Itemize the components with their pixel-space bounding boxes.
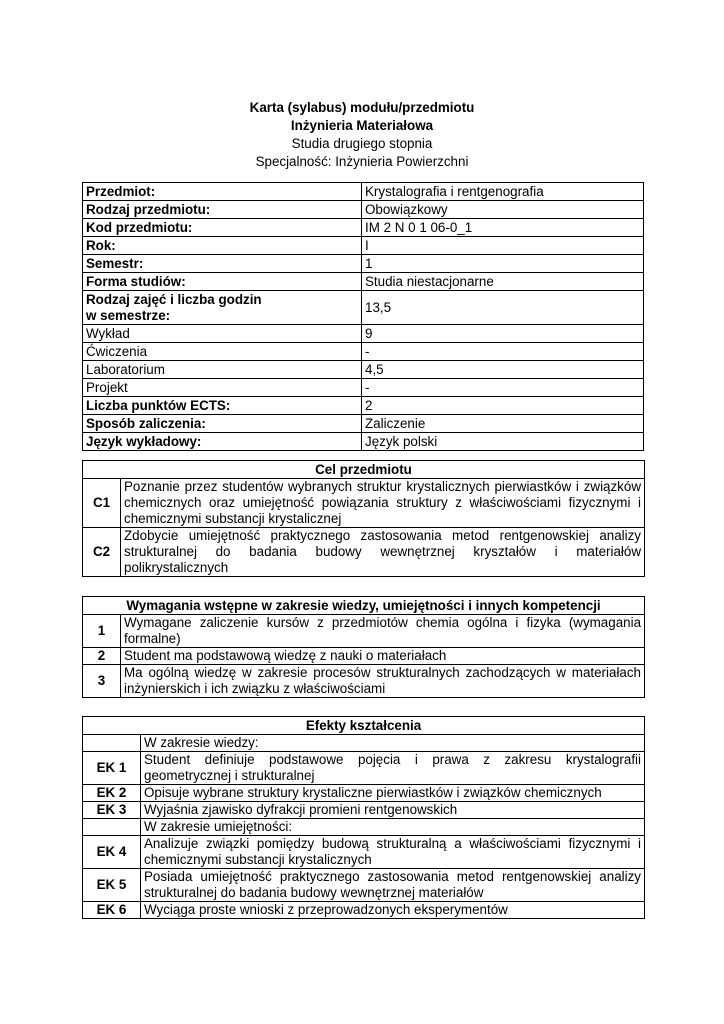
info-label: Liczba punktów ECTS: — [83, 397, 362, 415]
table-row — [83, 869, 645, 902]
outcome-text: Analizuje związki pomiędzy budową strukturalną a właściwościami fizycznymi i chemicznymi substancji krystalicznych — [141, 836, 645, 869]
info-label: Kod przedmiotu: — [83, 219, 362, 237]
specialization: Specjalność: Inżynieria Powierzchni — [255, 154, 469, 169]
outcome-text: Wyjaśnia zjawisko dyfrakcji promieni rentgenowskich — [141, 802, 645, 819]
outcome-text: Opisuje wybrane struktury krystaliczne pierwiastków i związków chemicznych — [141, 785, 645, 802]
prerequisite-text: Wymagane zaliczenie kursów z przedmiotów chemia ogólna i fizyka (wymagania formalne) — [121, 615, 645, 648]
table-row — [83, 291, 644, 325]
table-row — [83, 183, 644, 201]
table-row — [83, 819, 645, 836]
objective-text: Zdobycie umiejętność praktycznego zastosowania metod rentgenowskiej analizy strukturalnej do badania budowy wewnętrznej kryształów i materiałów polikrystalicznych — [121, 528, 645, 577]
prerequisites-table — [82, 596, 645, 698]
table-row — [83, 665, 645, 698]
table-header-row — [83, 461, 645, 479]
info-value: I — [362, 237, 644, 255]
info-label: Rok: — [83, 237, 362, 255]
section-title: Wymagania wstępne w zakresie wiedzy, umiejętności i innych kompetencji — [83, 597, 645, 615]
table-row — [83, 479, 645, 528]
outcome-code: EK 2 — [83, 785, 141, 802]
field-of-study: Inżynieria Materiałowa — [290, 118, 434, 133]
info-value: 1 — [362, 255, 644, 273]
info-label: Projekt — [83, 379, 362, 397]
objective-text: Poznanie przez studentów wybranych struktur krystalicznych pierwiastków i związków chemicznych oraz umiejętność powiązania struktury z właściwościami fizycznymi i chemicznymi substancji krystalicznej — [121, 479, 645, 528]
table-row — [83, 785, 645, 802]
info-label-line: w semestrze: — [86, 307, 171, 323]
document-header — [0, 99, 724, 171]
course-objectives-table — [82, 460, 645, 577]
outcome-code: EK 6 — [83, 902, 141, 919]
table-row — [83, 415, 644, 433]
table-row — [83, 528, 645, 577]
outcome-text: Posiada umiejętność praktycznego zastosowania metod rentgenowskiej analizy strukturalnej do badania budowy wewnętrznej materiałów — [141, 869, 645, 902]
table-row — [83, 273, 644, 291]
outcome-code: EK 5 — [83, 869, 141, 902]
prerequisite-code: 3 — [83, 665, 121, 698]
info-value: Studia niestacjonarne — [362, 273, 644, 291]
table-row — [83, 343, 644, 361]
info-value: IM 2 N 0 1 06-0_1 — [362, 219, 644, 237]
table-row — [83, 237, 644, 255]
info-value: 2 — [362, 397, 644, 415]
info-label: Przedmiot: — [83, 183, 362, 201]
info-value: 9 — [362, 325, 644, 343]
table-header-row — [83, 717, 645, 735]
info-label-line: Rodzaj zajęć i liczba godzin — [86, 291, 262, 307]
table-row — [83, 648, 645, 665]
info-value: Język polski — [362, 433, 644, 451]
info-value: Zaliczenie — [362, 415, 644, 433]
info-value: - — [362, 343, 644, 361]
info-label: Semestr: — [83, 255, 362, 273]
prerequisite-code: 2 — [83, 648, 121, 665]
table-row — [83, 902, 645, 919]
objective-code: C1 — [83, 479, 121, 528]
study-level: Studia drugiego stopnia — [291, 136, 433, 151]
info-label: Forma studiów: — [83, 273, 362, 291]
info-label: Wykład — [83, 325, 362, 343]
table-row — [83, 219, 644, 237]
empty-cell — [83, 819, 141, 836]
document-title: Karta (sylabus) modułu/przedmiotu — [249, 100, 475, 115]
table-row — [83, 752, 645, 785]
info-value: - — [362, 379, 644, 397]
info-label: Laboratorium — [83, 361, 362, 379]
table-row — [83, 735, 645, 752]
table-row — [83, 201, 644, 219]
table-row — [83, 397, 644, 415]
prerequisite-text: Student ma podstawową wiedzę z nauki o materiałach — [121, 648, 645, 665]
outcome-text: Student definiuje podstawowe pojęcia i prawa z zakresu krystalografii geometrycznej i strukturalnej — [141, 752, 645, 785]
section-title: Cel przedmiotu — [83, 461, 645, 479]
table-header-row — [83, 597, 645, 615]
course-info-table — [82, 182, 644, 451]
outcome-code: EK 1 — [83, 752, 141, 785]
prerequisite-code: 1 — [83, 615, 121, 648]
empty-cell — [83, 735, 141, 752]
outcome-section-label: W zakresie umiejętności: — [141, 819, 645, 836]
info-value: Krystalografia i rentgenografia — [362, 183, 644, 201]
table-row — [83, 802, 645, 819]
outcome-code: EK 4 — [83, 836, 141, 869]
info-label — [83, 291, 362, 325]
outcome-text: Wyciąga proste wnioski z przeprowadzonych eksperymentów — [141, 902, 645, 919]
table-row — [83, 836, 645, 869]
learning-outcomes-table — [82, 716, 645, 919]
info-label: Rodzaj przedmiotu: — [83, 201, 362, 219]
objective-code: C2 — [83, 528, 121, 577]
table-row — [83, 379, 644, 397]
prerequisite-text: Ma ogólną wiedzę w zakresie procesów strukturalnych zachodzących w materiałach inżynierskich i ich związku z właściwościami — [121, 665, 645, 698]
info-label: Ćwiczenia — [83, 343, 362, 361]
info-value: Obowiązkowy — [362, 201, 644, 219]
outcome-section-label: W zakresie wiedzy: — [141, 735, 645, 752]
table-row — [83, 325, 644, 343]
outcome-code: EK 3 — [83, 802, 141, 819]
section-title: Efekty kształcenia — [83, 717, 645, 735]
table-row — [83, 255, 644, 273]
table-row — [83, 615, 645, 648]
info-label: Sposób zaliczenia: — [83, 415, 362, 433]
info-value: 13,5 — [362, 291, 644, 325]
table-row — [83, 361, 644, 379]
table-row — [83, 433, 644, 451]
info-label: Język wykładowy: — [83, 433, 362, 451]
info-value: 4,5 — [362, 361, 644, 379]
